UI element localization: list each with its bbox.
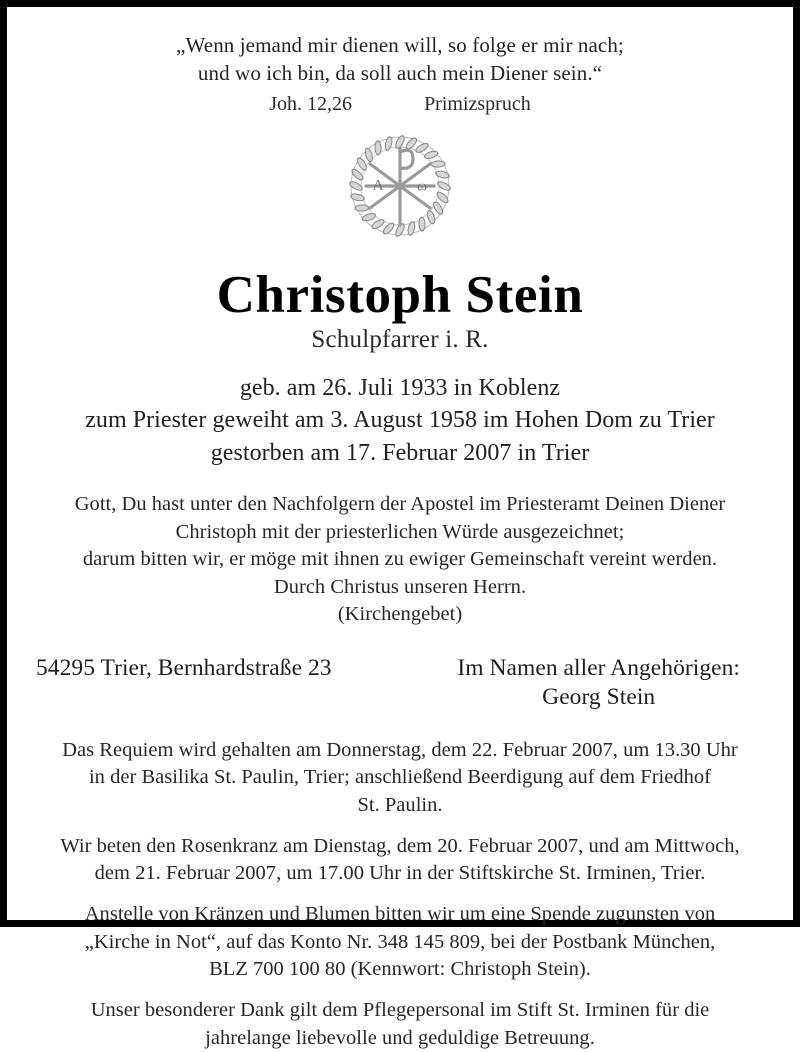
life-dates: [85, 372, 715, 470]
requiem-block: [32, 737, 768, 820]
prayer-line-3: darum bitten wir, er möge mit ihnen zu ewiger Gemeinschaft vereint werden.: [82, 548, 718, 571]
prayer-line-2: Christoph mit der priesterlichen Würde ausgezeichnet;: [175, 520, 625, 543]
address-family-row: [32, 655, 768, 711]
family-intro: Im Namen aller Angehörigen:: [457, 654, 740, 681]
ordination-line: zum Priester geweiht am 3. August 1958 im Hohen Dom zu Trier: [85, 407, 715, 434]
rosary-line-2: dem 21. Februar 2007, um 17.00 Uhr in der Stiftskirche St. Irminen, Trier.: [94, 862, 706, 885]
thanks-block: [32, 997, 768, 1052]
omega-letter: ω: [417, 178, 427, 195]
death-line: gestorben am 17. Februar 2007 in Trier: [210, 439, 590, 466]
alpha-letter: A: [372, 177, 384, 194]
birth-line: geb. am 26. Juli 1933 in Koblenz: [239, 374, 561, 401]
chi-rho-emblem: [342, 130, 458, 242]
prayer-line-1: Gott, Du hast unter den Nachfolgern der Apostel im Priesteramt Deinen Diener: [74, 493, 726, 516]
address-text: 54295 Trier, Bernhardstraße 23: [36, 654, 332, 681]
prayer-line-4: Durch Christus unseren Herrn.: [273, 575, 527, 598]
scripture-reference: Joh. 12,26: [269, 93, 353, 116]
requiem-line-2: in der Basilika St. Paulin, Trier; anschließend Beerdigung auf dem Friedhof: [88, 766, 712, 789]
donation-line-1: Anstelle von Kränzen und Blumen bitten wir um eine Spende zugunsten von: [84, 903, 716, 926]
prayer-source: (Kirchengebet): [337, 603, 463, 626]
notice-inner: [7, 7, 793, 1049]
deceased-role: Schulpfarrer i. R.: [311, 325, 489, 353]
donation-line-2: „Kirche in Not“, auf das Konto Nr. 348 145 809, bei der Postbank München,: [84, 930, 716, 953]
rosary-block: [32, 833, 768, 888]
emblem-container: [342, 130, 458, 242]
donation-line-3: BLZ 700 100 80 (Kennwort: Christoph Stein).: [209, 958, 591, 981]
family-signatory: Georg Stein: [542, 683, 656, 710]
epigraph-attribution: [269, 93, 530, 116]
thanks-line-2: jahrelange liebevolle und geduldige Betreuung.: [205, 1026, 595, 1049]
family-signature: [457, 655, 768, 711]
requiem-line-3: St. Paulin.: [357, 794, 443, 817]
rosary-line-1: Wir beten den Rosenkranz am Dienstag, dem 20. Februar 2007, und am Mittwoch,: [60, 834, 740, 857]
epigraph-line-1: „Wenn jemand mir dienen will, so folge er mir nach;: [176, 33, 624, 57]
epigraph: [176, 32, 624, 87]
requiem-line-1: Das Requiem wird gehalten am Donnerstag, dem 22. Februar 2007, um 13.30 Uhr: [62, 738, 738, 761]
arrangements: [32, 737, 768, 1052]
occasion-label: Primizspruch: [424, 93, 531, 116]
deceased-name: Christoph Stein: [216, 266, 584, 325]
thanks-line-1: Unser besonderer Dank gilt dem Pflegepersonal im Stift St. Irminen für die: [90, 999, 710, 1022]
epigraph-line-2: und wo ich bin, da soll auch mein Diener sein.“: [197, 60, 603, 85]
donation-block: [32, 901, 768, 984]
prayer-text: [75, 491, 726, 628]
